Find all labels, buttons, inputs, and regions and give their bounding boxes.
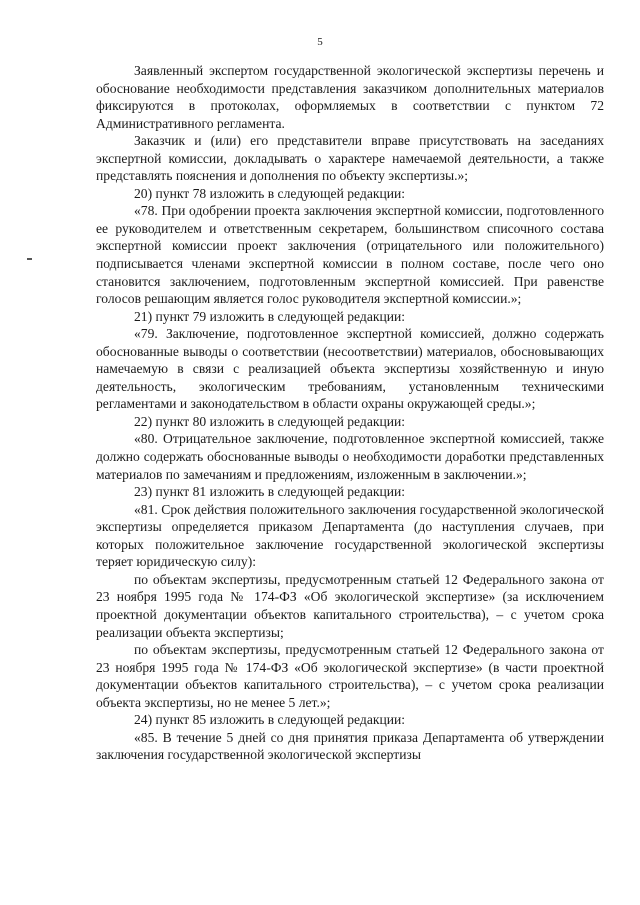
paragraph: по объектам экспертизы, предусмотренным статьей 12 Федерального закона от 23 ноября 1995 года № 174-ФЗ «Об экологической экспертизе» (за исключением проектной документации объектов капитального строительства), – с учетом срока реализации объекта экспертизы; <box>96 571 604 640</box>
paragraph: «80. Отрицательное заключение, подготовленное экспертной комиссией, также должно содержать обоснованные выводы о необходимости доработки представленных материалов по замечаниям и предложениям, изложенным в заключении.»; <box>96 431 604 482</box>
paragraph: 21) пункт 79 изложить в следующей редакции: <box>134 308 406 324</box>
paragraph: 24) пункт 85 изложить в следующей редакции: <box>134 712 406 728</box>
paragraph: «85. В течение 5 дней со дня принятия приказа Департамента об утверждении заключения государственной экологической экспертизы <box>96 729 604 763</box>
paragraph: «78. При одобрении проекта заключения экспертной комиссии, подготовленного ее руководителем и ответственным секретарем, большинством списочного состава экспертной комиссии проект заключения (отрицательного или положительного) подписывается членами экспертной комиссии в полном составе, после чего оно становится заключением, подготовленным экспертной комиссией. При равенстве голосов решающим является голос руководителя экспертной комиссии.»; <box>96 203 604 307</box>
paragraph: 23) пункт 81 изложить в следующей редакции: <box>134 484 406 500</box>
document-body <box>96 62 604 764</box>
paragraph: 22) пункт 80 изложить в следующей редакции: <box>134 413 406 429</box>
scan-mark <box>27 258 32 260</box>
paragraph: по объектам экспертизы, предусмотренным статьей 12 Федерального закона от 23 ноября 1995 года № 174-ФЗ «Об экологической экспертизе» (в части проектной документации объектов капитального строительства), – с учетом срока реализации объекта экспертизы, но не менее 5 лет.»; <box>96 642 604 710</box>
paragraph: «79. Заключение, подготовленное экспертной комиссией, должно содержать обоснованные выводы о соответствии (несоответствии) материалов, обосновывающих намечаемую в связи с реализацией объекта экспертизы хозяйственную и иную деятельность, экологическим требованиям, установленным техническими регламентами и законодательством в области охраны окружающей среды.»; <box>96 326 604 412</box>
paragraph: Заявленный экспертом государственной экологической экспертизы перечень и обоснование необходимости представления заказчиком дополнительных материалов фиксируются в протоколах, оформляемых в соответствии с пунктом 72 Административного регламента. <box>96 63 604 131</box>
paragraph: «81. Срок действия положительного заключения государственной экологической экспертизы определяется приказом Департамента (до наступления случаев, при которых положительное заключение государственной экологической экспертизы теряет юридическую силу): <box>96 501 604 570</box>
paragraph: 20) пункт 78 изложить в следующей редакции: <box>134 185 406 201</box>
paragraph: Заказчик и (или) его представители вправе присутствовать на заседаниях экспертной комиссии, докладывать о характере намечаемой деятельности, а также представлять пояснения и дополнения по объекту экспертизы.»; <box>96 133 604 184</box>
page-number: 5 <box>317 36 323 48</box>
